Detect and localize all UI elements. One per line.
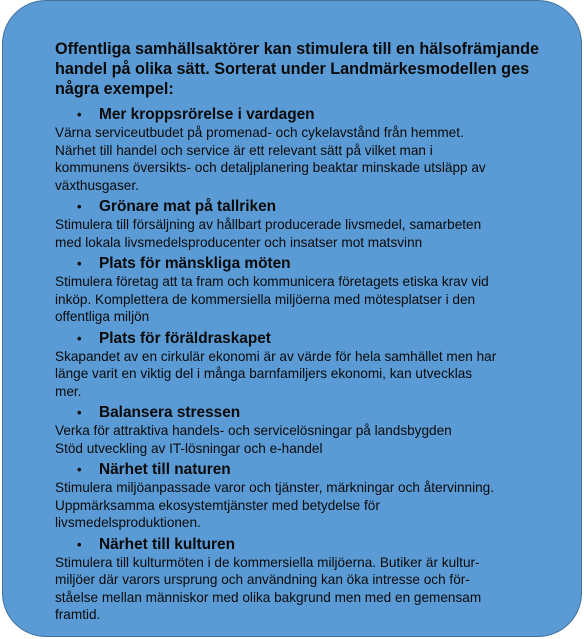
item-body: Stimulera miljöanpassade varor och tjänster, märkningar och återvinning. Uppmärksamma ekosystemtjänster med betydelse för livsmedelsproduktionen. [55, 480, 494, 530]
list-item [55, 403, 571, 457]
list-item [55, 329, 571, 401]
item-heading [55, 403, 571, 422]
bullet-icon: • [77, 330, 82, 346]
bullet-icon: • [77, 536, 82, 552]
item-heading-text: Mer kroppsrörelse i vardagen [99, 106, 315, 123]
item-body: Stimulera till kulturmöten i de kommersiella miljöerna. Butiker är kultur- miljöer där varors ursprung och användning kan öka intresse och för- ståelse mellan människor med olika bakgrund men med en gemensam framtid. [55, 554, 482, 622]
list-item [55, 254, 571, 326]
list-item [55, 535, 571, 624]
list-item [55, 197, 571, 251]
info-card [2, 0, 582, 637]
list-item [55, 460, 571, 532]
bullet-icon: • [77, 107, 82, 122]
item-heading [55, 254, 571, 273]
item-heading [55, 197, 571, 216]
item-heading-text: Närhet till kulturen [99, 535, 235, 553]
bullet-icon: • [77, 199, 82, 214]
item-body: Värna serviceutbudet på promenad- och cykelavstånd från hemmet. Närhet till handel och service är ett relevant sätt på vilket man i kommunens översikts- och detaljplanering beaktar minskade utsläpp av växthusgaser. [55, 125, 486, 193]
item-body: Verka för attraktiva handels- och servicelösningar på landsbygden Stöd utveckling av IT-lösningar och e-handel [55, 423, 452, 456]
item-heading-text: Plats för föräldraskapet [99, 329, 271, 347]
item-heading [55, 460, 571, 479]
item-heading-text: Balansera stressen [99, 404, 241, 421]
intro-text: Offentliga samhällsaktörer kan stimulera till en hälsofrämjande handel på olika sätt. Sorterat under Landmärkesmodellen ges några exempel: [55, 40, 539, 98]
item-heading [55, 105, 571, 124]
bullet-icon: • [77, 256, 82, 271]
item-heading [55, 535, 571, 554]
item-heading-text: Grönare mat på tallriken [99, 198, 277, 215]
card-content [55, 39, 571, 627]
item-body: Skapandet av en cirkulär ekonomi är av värde för hela samhället men har länge varit en viktig del i många barnfamiljers ekonomi, kan utvecklas mer. [55, 348, 497, 399]
item-heading-text: Plats för mänskliga möten [99, 255, 291, 272]
list-item [55, 105, 571, 194]
item-body: Stimulera till försäljning av hållbart producerade livsmedel, samarbeten med lokala livsmedelsproducenter och insatser mot matsvinn [55, 217, 482, 250]
item-heading [55, 329, 571, 348]
bullet-icon: • [77, 405, 82, 420]
item-heading-text: Närhet till naturen [99, 461, 231, 478]
item-body: Stimulera företag att ta fram och kommunicera företagets etiska krav vid inköp. Komplettera de kommersiella miljöerna med mötesplatser i den offentliga miljön [55, 274, 489, 324]
bullet-icon: • [77, 462, 82, 477]
